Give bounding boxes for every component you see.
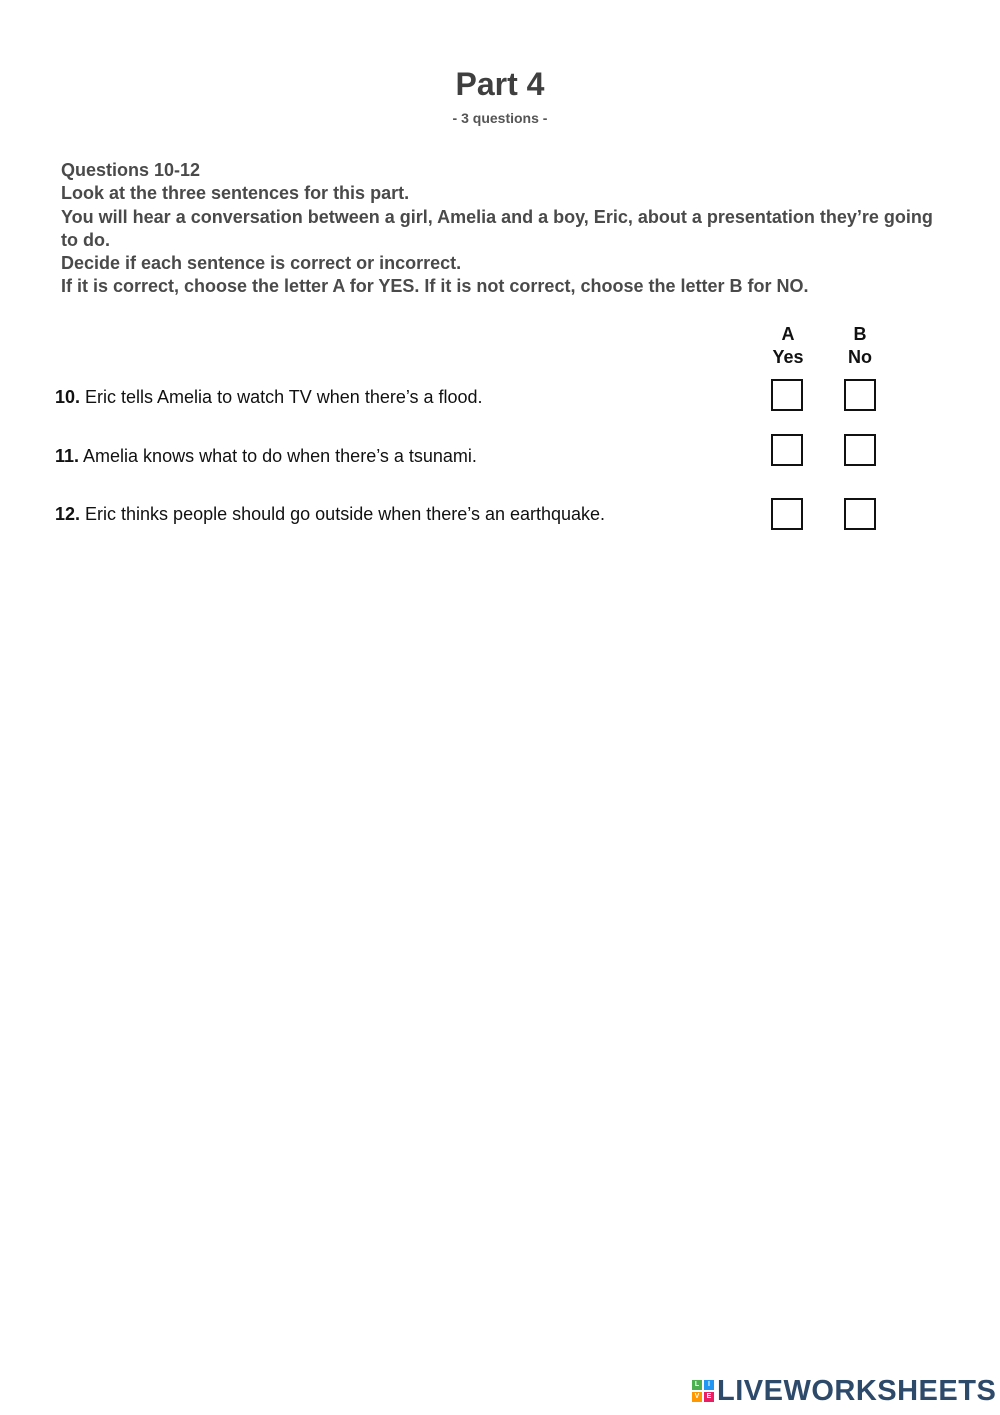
- page-subtitle: - 3 questions -: [452, 110, 548, 126]
- liveworksheets-logo: [692, 1373, 996, 1409]
- answer-a-checkbox[interactable]: [771, 379, 803, 411]
- instruction-line: If it is correct, choose the letter A for YES. If it is not correct, choose the letter B for NO.: [61, 276, 809, 297]
- logo-mark-tile: E: [704, 1392, 714, 1402]
- logo-mark-tile: I: [704, 1380, 714, 1390]
- question-row: [55, 444, 477, 468]
- question-text: Eric tells Amelia to watch TV when there’s a flood.: [80, 387, 483, 407]
- page-title: Part 4: [455, 66, 545, 102]
- answer-a-checkbox[interactable]: [771, 498, 803, 530]
- instruction-line: Decide if each sentence is correct or incorrect.: [61, 253, 462, 274]
- question-text: Eric thinks people should go outside when there’s an earthquake.: [80, 504, 606, 524]
- answer-b-checkbox[interactable]: [844, 498, 876, 530]
- column-a-label: Yes: [772, 347, 804, 367]
- column-b-letter: B: [853, 324, 867, 344]
- question-number: 11.: [55, 446, 80, 466]
- question-number: 10.: [55, 387, 81, 407]
- instruction-line: Look at the three sentences for this part.: [61, 183, 410, 204]
- logo-mark-tile: L: [692, 1380, 702, 1390]
- answer-b-checkbox[interactable]: [844, 379, 876, 411]
- column-b-label: No: [848, 347, 872, 367]
- instruction-line: You will hear a conversation between a girl, Amelia and a boy, Eric, about a presentation they’re going to do.: [61, 206, 933, 250]
- answer-b-checkbox[interactable]: [844, 434, 876, 466]
- instructions: [61, 159, 941, 299]
- instructions-heading: Questions 10-12: [61, 160, 201, 180]
- answer-a-checkbox[interactable]: [771, 434, 803, 466]
- logo-mark-tile: V: [692, 1392, 702, 1402]
- column-header-a: [758, 323, 818, 369]
- column-a-letter: A: [781, 324, 795, 344]
- question-number: 12.: [55, 504, 81, 524]
- question-row: [55, 385, 483, 409]
- question-text: Amelia knows what to do when there’s a tsunami.: [79, 446, 477, 466]
- logo-mark-icon: [692, 1380, 714, 1402]
- logo-text: LIVEWORKSHEETS: [717, 1374, 997, 1407]
- question-row: [55, 502, 605, 526]
- column-header-b: [830, 323, 890, 369]
